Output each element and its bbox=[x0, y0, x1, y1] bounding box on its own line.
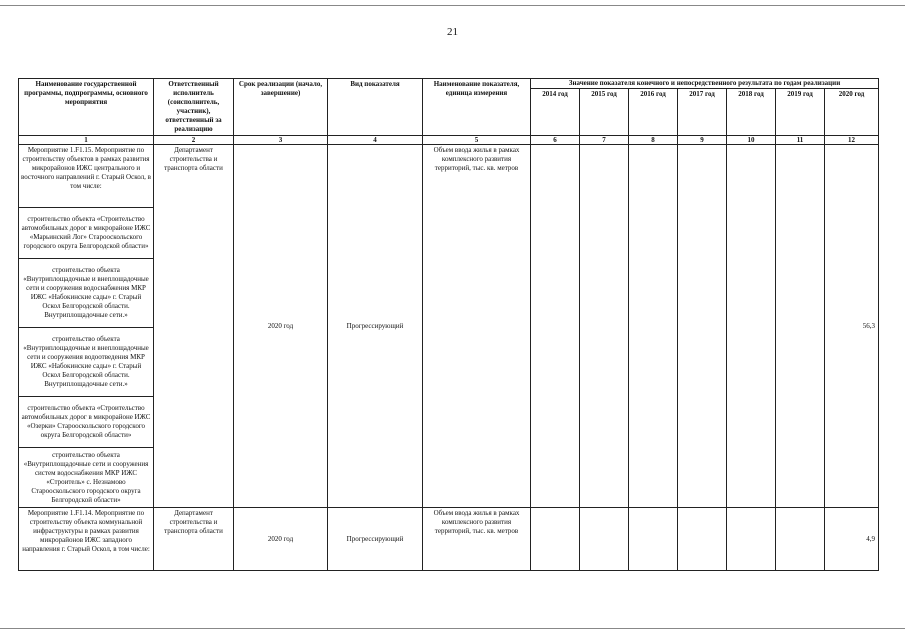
page-number: 21 bbox=[447, 26, 458, 38]
value-2014 bbox=[531, 145, 580, 508]
col-number-3: 3 bbox=[234, 136, 328, 145]
value-2020: 56,3 bbox=[825, 145, 879, 508]
scan-edge-top bbox=[0, 5, 905, 6]
value-2019-b2 bbox=[776, 508, 825, 571]
header-year-2015: 2015 год bbox=[580, 89, 629, 136]
header-program-name: Наименование государственной программы, подпрограммы, основного мероприятия bbox=[19, 79, 154, 136]
col-number-8: 8 bbox=[629, 136, 678, 145]
header-year-2014: 2014 год bbox=[531, 89, 580, 136]
table-row bbox=[19, 508, 879, 571]
sub-item-water-disposal: строительство объекта «Внутриплощадочные и внеплощадочные сети и сооружения водоотведения МКР ИЖС «Набокинские сады» г. Старый Оскол Белгородской области. Внутриплощадочные сети.» bbox=[19, 328, 154, 397]
indicator-kind-cell-2: Прогрессирующий bbox=[328, 508, 423, 571]
term-cell: 2020 год bbox=[234, 145, 328, 508]
sub-item-water-supply: строительство объекта «Внутриплощадочные и внеплощадочные сети и сооружения водоснабжения МКР ИЖС «Набокинские сады» г. Старый Оскол Белгородской области. Внутриплощадочные сети.» bbox=[19, 259, 154, 328]
header-year-2017: 2017 год bbox=[678, 89, 727, 136]
value-2018 bbox=[727, 145, 776, 508]
col-number-12: 12 bbox=[825, 136, 879, 145]
indicators-table bbox=[18, 78, 879, 571]
col-number-5: 5 bbox=[423, 136, 531, 145]
value-2015-b2 bbox=[580, 508, 629, 571]
header-year-2020: 2020 год bbox=[825, 89, 879, 136]
col-number-9: 9 bbox=[678, 136, 727, 145]
table-row bbox=[19, 145, 879, 208]
value-2015 bbox=[580, 145, 629, 508]
header-executor: Ответственный исполнитель (соисполнитель, участник), ответственный за реализацию bbox=[154, 79, 234, 136]
header-values-group: Значение показателя конечного и непосредственного результата по годам реализации bbox=[531, 79, 879, 89]
measure-1f114: Мероприятие 1.F1.14. Мероприятие по строительству объекта коммунальной инфраструктуры в рамках развития микрорайонов ИЖС западного направления г. Старый Оскол, в том числе: bbox=[19, 508, 154, 571]
header-indicator-name: Наименование показателя, единица измерения bbox=[423, 79, 531, 136]
header-year-2016: 2016 год bbox=[629, 89, 678, 136]
sub-item-ozerki: строительство объекта «Строительство автомобильных дорог в микрорайоне ИЖС «Озерки» Старооскольского городского округа Белгородской области» bbox=[19, 397, 154, 448]
col-number-1: 1 bbox=[19, 136, 154, 145]
value-2017-b2 bbox=[678, 508, 727, 571]
sub-item-marinsky-log: строительство объекта «Строительство автомобильных дорог в микрорайоне ИЖС «Марьинский Лог» Старооскольского городского округа Белгородской области» bbox=[19, 208, 154, 259]
header-indicator-kind: Вид показателя bbox=[328, 79, 423, 136]
executor-cell: Департамент строительства и транспорта области bbox=[154, 145, 234, 508]
value-2016 bbox=[629, 145, 678, 508]
value-2018-b2 bbox=[727, 508, 776, 571]
col-number-7: 7 bbox=[580, 136, 629, 145]
value-2016-b2 bbox=[629, 508, 678, 571]
col-number-10: 10 bbox=[727, 136, 776, 145]
header-year-2019: 2019 год bbox=[776, 89, 825, 136]
header-row-1 bbox=[19, 79, 879, 89]
scan-edge-bottom bbox=[0, 628, 905, 629]
indicator-kind-cell: Прогрессирующий bbox=[328, 145, 423, 508]
indicator-name-cell: Объем ввода жилья в рамках комплексного развития территорий, тыс. кв. метров bbox=[423, 145, 531, 508]
col-number-11: 11 bbox=[776, 136, 825, 145]
term-cell-2: 2020 год bbox=[234, 508, 328, 571]
executor-cell-2: Департамент строительства и транспорта области bbox=[154, 508, 234, 571]
sub-item-stroitel: строительство объекта «Внутриплощадочные сети и сооружения систем водоснабжения МКР ИЖС «Строитель» с. Незнамово Старооскольского городского округа Белгородской области» bbox=[19, 448, 154, 508]
column-numbers-row bbox=[19, 136, 879, 145]
value-2019 bbox=[776, 145, 825, 508]
value-2014-b2 bbox=[531, 508, 580, 571]
col-number-2: 2 bbox=[154, 136, 234, 145]
value-2020-b2: 4,9 bbox=[825, 508, 879, 571]
measure-1f115: Мероприятие 1.F1.15. Мероприятие по строительству объектов в рамках развития микрорайонов ИЖС центрального и восточного направлений г. Старый Оскол, в том числе: bbox=[19, 145, 154, 208]
value-2017 bbox=[678, 145, 727, 508]
header-year-2018: 2018 год bbox=[727, 89, 776, 136]
col-number-4: 4 bbox=[328, 136, 423, 145]
header-term: Срок реализации (начало, завершение) bbox=[234, 79, 328, 136]
indicator-name-cell-2: Объем ввода жилья в рамках комплексного развития территорий, тыс. кв. метров bbox=[423, 508, 531, 571]
col-number-6: 6 bbox=[531, 136, 580, 145]
